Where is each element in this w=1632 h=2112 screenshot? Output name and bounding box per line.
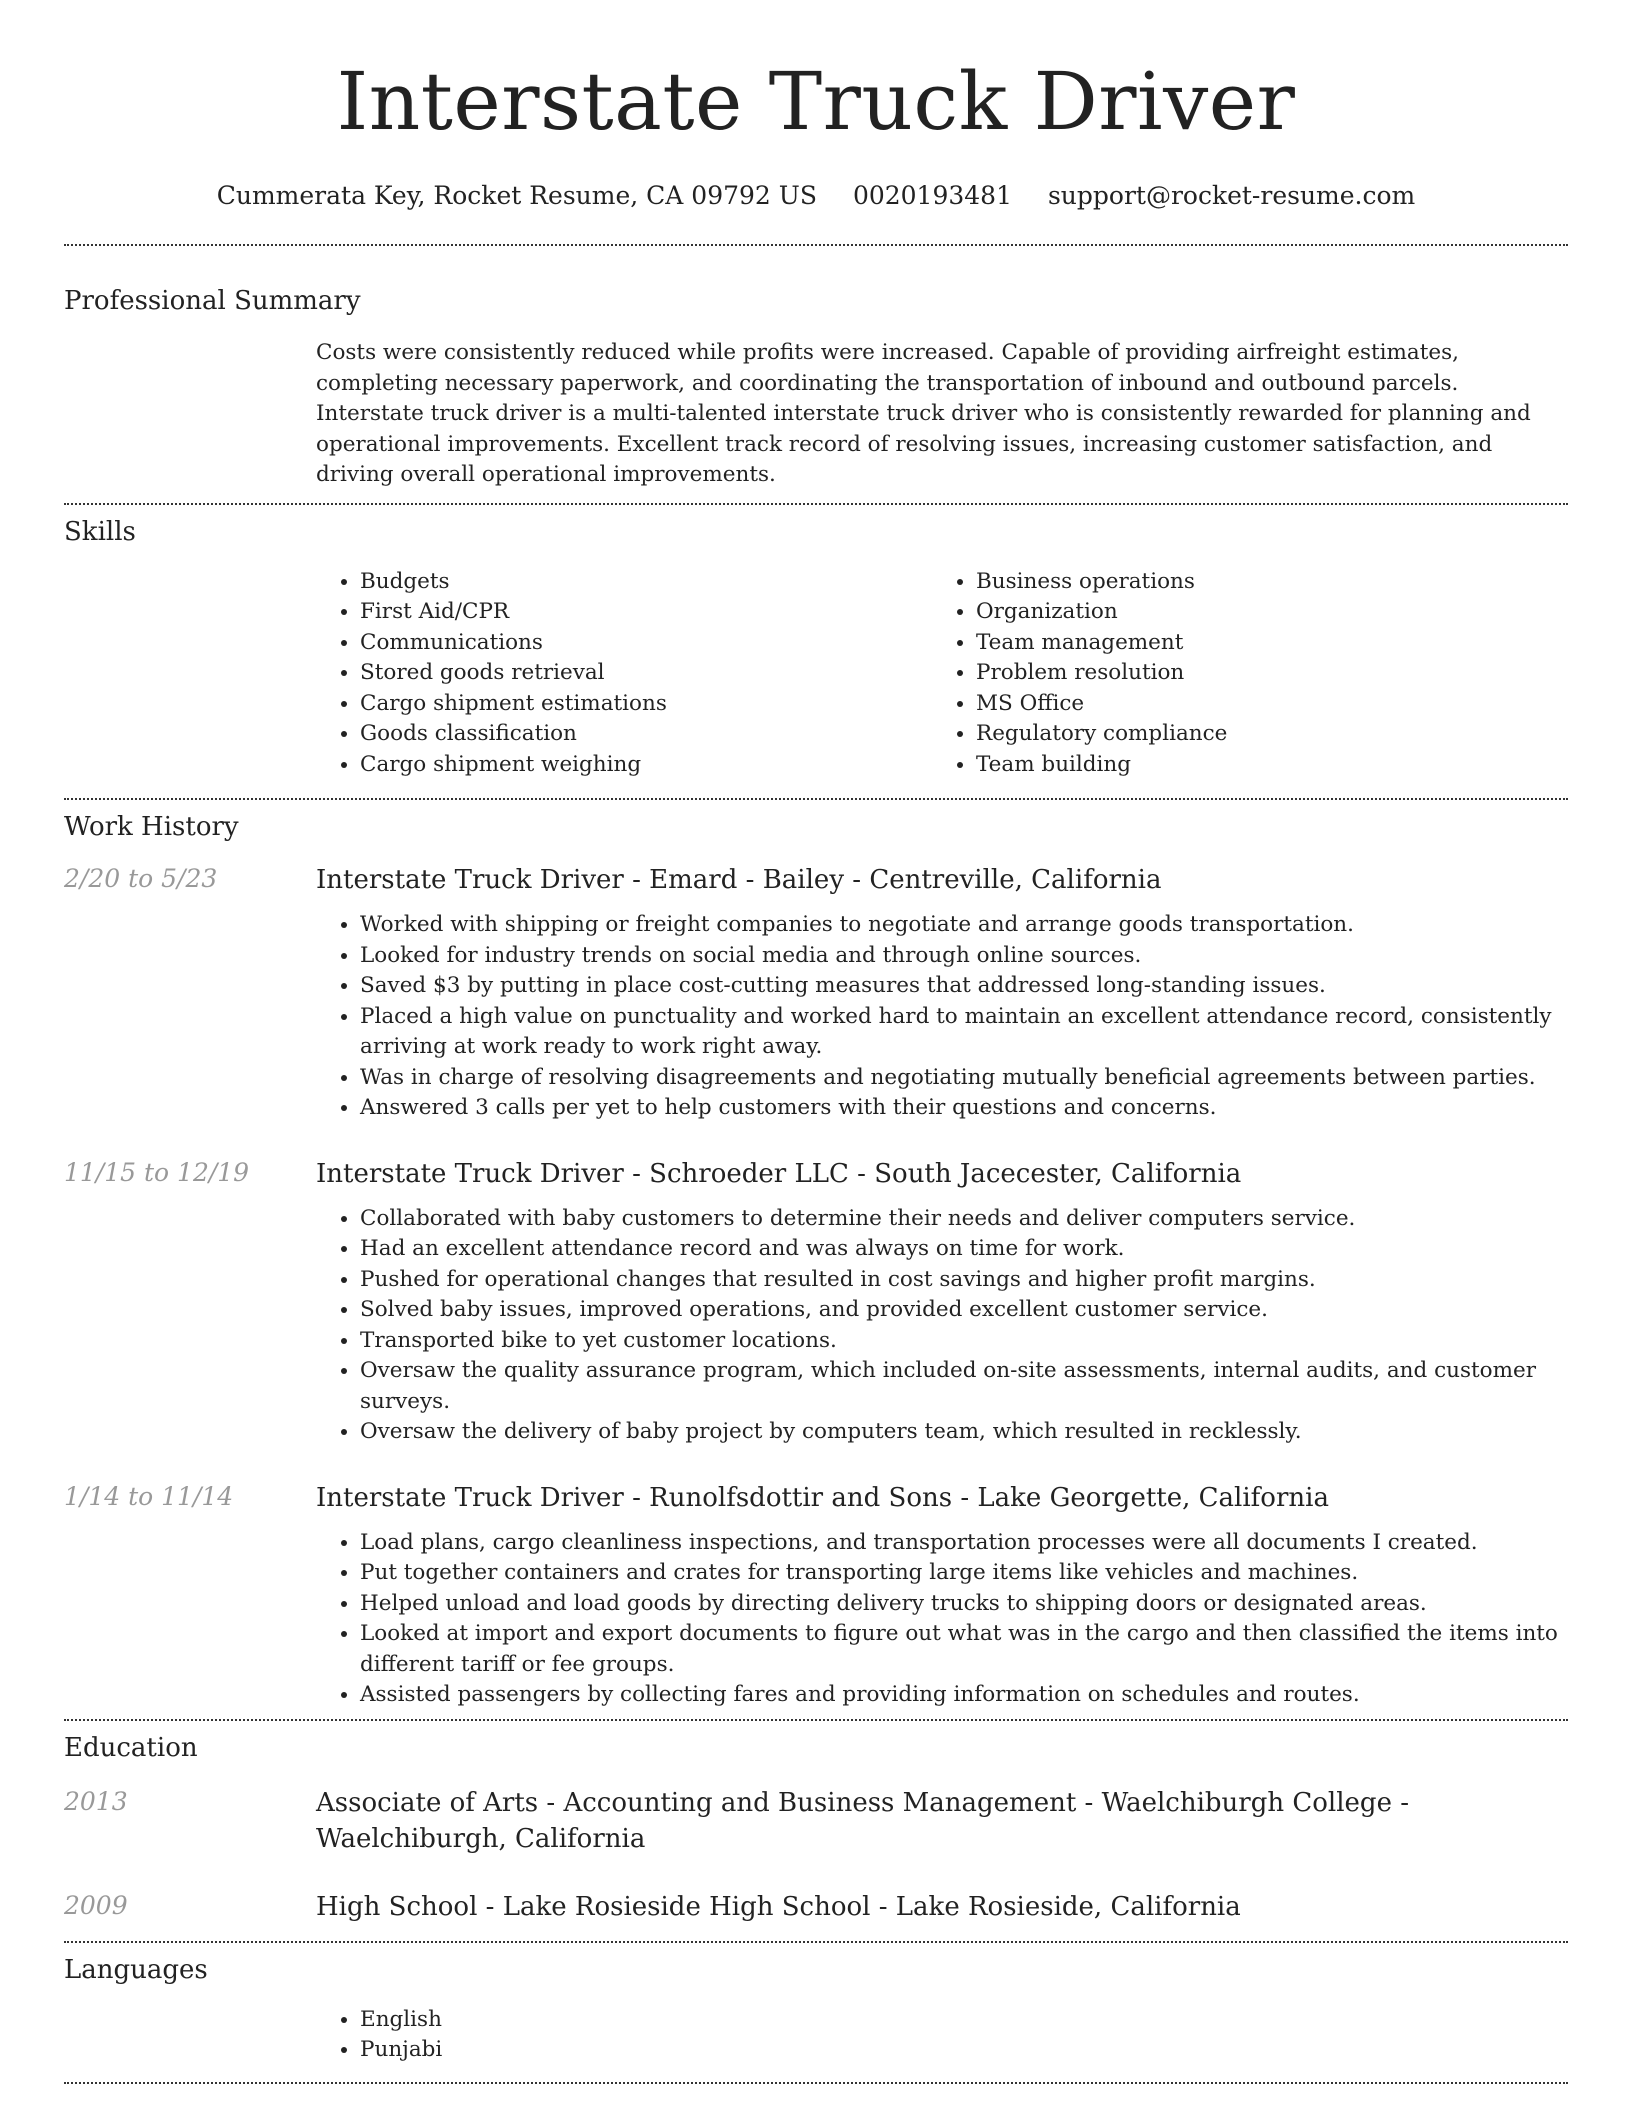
list-item: • First Aid/CPR (360, 597, 932, 628)
list-item: • Placed a high value on punctuality and worked hard to maintain an excellent attendance record, consistently arriving at work ready to work right away. (360, 1002, 1568, 1063)
resume-header (64, 0, 1568, 212)
list-item: • Team building (976, 750, 1548, 781)
list-item: • Communications (360, 628, 932, 659)
work-section (64, 800, 1568, 1711)
entry-title: Interstate Truck Driver - Runolfsdottir and Sons - Lake Georgette, California (316, 1482, 1329, 1513)
entry-bullets (316, 1204, 1568, 1448)
languages-section (64, 1943, 1568, 2066)
list-item: • Answered 3 calls per yet to help customers with their questions and concerns. (360, 1093, 1568, 1124)
languages-list (316, 2005, 1568, 2066)
list-item: • Looked for industry trends on social media and through online sources. (360, 941, 1568, 972)
skills-list-right (932, 567, 1548, 781)
work-entry (64, 862, 1568, 1124)
list-item: • Organization (976, 597, 1548, 628)
entry-title: Associate of Arts - Accounting and Business Management - Waelchiburgh College - Waelchiburgh, California (316, 1787, 1410, 1854)
list-item: • English (360, 2005, 1568, 2036)
list-item: • Business operations (976, 567, 1548, 598)
list-item: • Helped unload and load goods by directing delivery trucks to shipping doors or designated areas. (360, 1589, 1568, 1620)
contact-email[interactable]: support@rocket-resume.com (1047, 181, 1416, 210)
list-item: • Had an excellent attendance record and was always on time for work. (360, 1234, 1568, 1265)
section-title-summary: Professional Summary (64, 286, 361, 316)
contact-line (64, 180, 1568, 212)
education-section (64, 1721, 1568, 1925)
list-item: • Stored goods retrieval (360, 658, 932, 689)
entry-bullets (316, 1528, 1568, 1711)
list-item: • Put together containers and crates for transporting large items like vehicles and machines. (360, 1558, 1568, 1589)
list-item: • MS Office (976, 689, 1548, 720)
list-item: • Was in charge of resolving disagreements and negotiating mutually beneficial agreements between parties. (360, 1063, 1568, 1094)
summary-text: Costs were consistently reduced while profits were increased. Capable of providing airfreight estimates, completing necessary paperwork, and coordinating the transportation of inbound and outbound parcels. Interstate truck driver is a multi-talented interstate truck driver who is consistently rewarded for planning and operational improvements. Excellent track record of resolving issues, increasing customer satisfaction, and driving overall operational improvements. (316, 340, 1531, 487)
list-item: • Cargo shipment estimations (360, 689, 932, 720)
section-title-skills: Skills (64, 516, 136, 547)
contact-phone: 0020193481 (852, 181, 1012, 210)
entry-dates: 1/14 to 11/14 (64, 1481, 234, 1511)
skills-section (64, 505, 1568, 781)
list-item: • Solved baby issues, improved operations, and provided excellent customer service. (360, 1295, 1568, 1326)
list-item: • Looked at import and export documents to figure out what was in the cargo and then classified the items into different tariff or fee groups. (360, 1619, 1568, 1680)
candidate-name: Interstate Truck Driver (336, 55, 1296, 148)
work-entry (64, 1156, 1568, 1448)
list-item: • Load plans, cargo cleanliness inspections, and transportation processes were all documents I created. (360, 1528, 1568, 1559)
list-item: • Oversaw the quality assurance program, which included on-site assessments, internal audits, and customer surveys. (360, 1356, 1568, 1417)
education-entry (64, 1889, 1568, 1925)
entry-dates: 2/20 to 5/23 (64, 864, 218, 893)
entry-dates: 11/15 to 12/19 (64, 1157, 250, 1187)
list-item: • Budgets (360, 567, 932, 598)
list-item: • Worked with shipping or freight companies to negotiate and arrange goods transportation. (360, 910, 1568, 941)
list-item: • Transported bike to yet customer locations. (360, 1326, 1568, 1357)
list-item: • Collaborated with baby customers to determine their needs and deliver computers service. (360, 1204, 1568, 1235)
entry-year: 2009 (64, 1890, 128, 1920)
section-title-work: Work History (64, 812, 239, 842)
list-item: • Assisted passengers by collecting fares and providing information on schedules and routes. (360, 1680, 1568, 1711)
entry-title: High School - Lake Rosieside High School - Lake Rosieside, California (316, 1891, 1241, 1922)
skills-list-left (316, 567, 932, 781)
education-entry (64, 1785, 1568, 1857)
section-title-languages: Languages (64, 1954, 208, 1985)
entry-title: Interstate Truck Driver - Emard - Bailey - Centreville, California (316, 865, 1162, 895)
list-item: • Cargo shipment weighing (360, 750, 932, 781)
summary-section (64, 246, 1568, 491)
entry-title: Interstate Truck Driver - Schroeder LLC - South Jacecester, California (316, 1158, 1242, 1189)
list-item: • Pushed for operational changes that resulted in cost savings and higher profit margins. (360, 1265, 1568, 1296)
list-item: • Problem resolution (976, 658, 1548, 689)
list-item: • Saved $3 by putting in place cost-cutting measures that addressed long-standing issues. (360, 971, 1568, 1002)
list-item: • Team management (976, 628, 1548, 659)
list-item: • Punjabi (360, 2035, 1568, 2066)
list-item: • Regulatory compliance (976, 719, 1548, 750)
contact-address: Cummerata Key, Rocket Resume, CA 09792 US (216, 181, 817, 210)
divider (64, 2082, 1568, 2084)
entry-bullets (316, 910, 1568, 1124)
section-title-education: Education (64, 1732, 198, 1763)
entry-year: 2013 (64, 1786, 128, 1816)
work-entry (64, 1480, 1568, 1711)
list-item: • Oversaw the delivery of baby project by computers team, which resulted in recklessly. (360, 1417, 1568, 1448)
list-item: • Goods classification (360, 719, 932, 750)
